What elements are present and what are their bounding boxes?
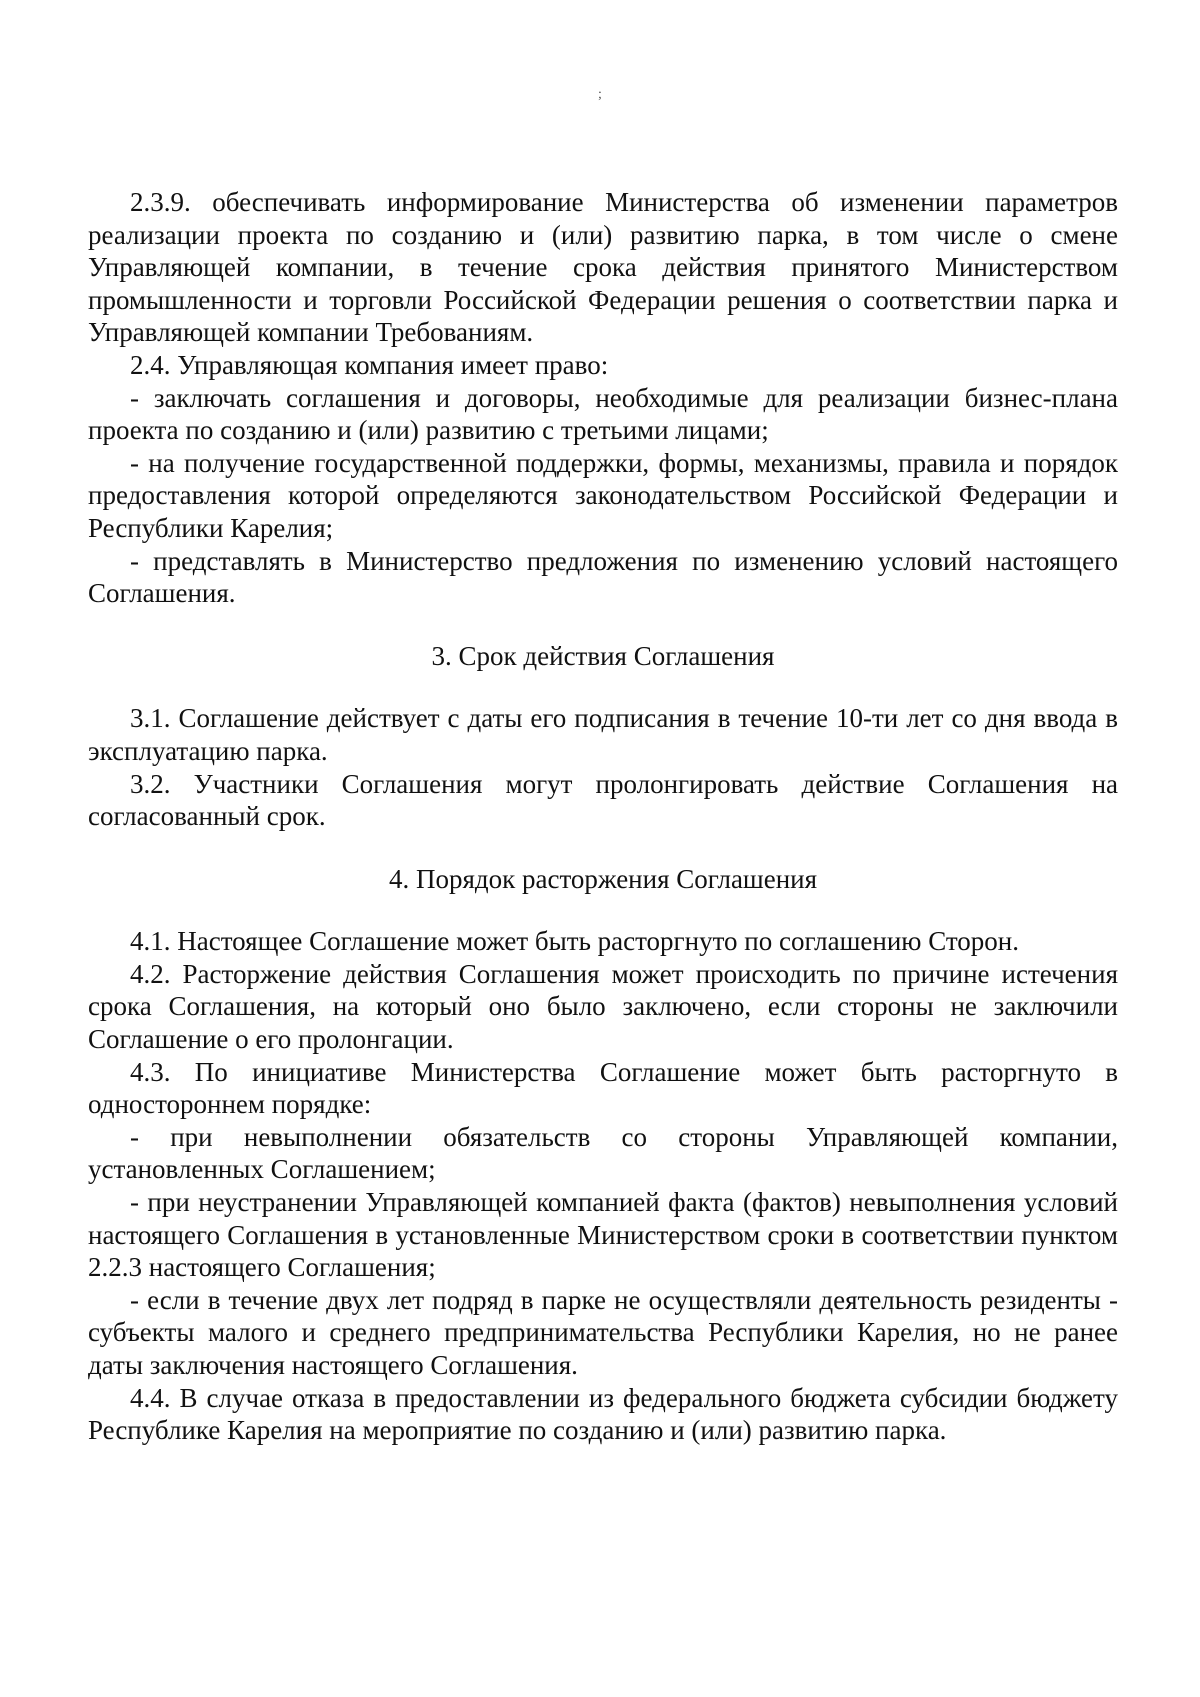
paragraph-4-3: 4.3. По инициативе Министерства Соглашение может быть расторгнуто в одностороннем порядке:: [88, 1056, 1118, 1120]
list-item-2-4-a: - заключать соглашения и договоры, необходимые для реализации бизнес-плана проекта по созданию и (или) развитию с третьими лицами;: [88, 382, 1118, 446]
list-item-2-4-b: - на получение государственной поддержки, формы, механизмы, правила и порядок предоставления которой определяются законодательством Российской Федерации и Республики Карелия;: [88, 447, 1118, 543]
list-item-2-4-c: - представлять в Министерство предложения по изменению условий настоящего Соглашения.: [88, 545, 1118, 609]
list-item-4-3-c: - если в течение двух лет подряд в парке не осуществляли деятельность резиденты - субъекты малого и среднего предпринимательства Республики Карелия, но не ранее даты заключения настоящего Соглашения.: [88, 1284, 1118, 1380]
section-heading-4: 4. Порядок расторжения Соглашения: [388, 863, 818, 894]
paragraph-4-2: 4.2. Расторжение действия Соглашения может происходить по причине истечения срока Соглашения, на который оно было заключено, если стороны не заключили Соглашение о его пролонгации.: [88, 958, 1118, 1055]
list-item-4-3-a: - при невыполнении обязательств со стороны Управляющей компании, установленных Соглашением;: [88, 1121, 1118, 1185]
paragraph-2-4: 2.4. Управляющая компания имеет право:: [130, 349, 609, 380]
page-mark: ;: [598, 87, 602, 102]
paragraph-2-3-9: 2.3.9. обеспечивать информирование Министерства об изменении параметров реализации проекта по созданию и (или) развитию парка, в том числе о смене Управляющей компании, в течение срока действия принятого Министерством промышленности и торговли Российской Федерации решения о соответствии парка и Управляющей компании Требованиям.: [88, 187, 1118, 348]
paragraph-4-1: 4.1. Настоящее Соглашение может быть расторгнуто по соглашению Сторон.: [130, 926, 1019, 957]
paragraph-3-2: 3.2. Участники Соглашения могут пролонгировать действие Соглашения на согласованный срок.: [88, 768, 1118, 832]
list-item-4-3-b: - при неустранении Управляющей компанией факта (фактов) невыполнения условий настоящего Соглашения в установленные Министерством сроки в соответствии пунктом 2.2.3 настоящего Соглашения;: [88, 1187, 1118, 1283]
document-body: [88, 186, 1118, 1447]
section-heading-3: 3. Срок действия Соглашения: [431, 640, 775, 671]
paragraph-4-4: 4.4. В случае отказа в предоставлении из федерального бюджета субсидии бюджету Республике Карелия на мероприятие по созданию и (или) развитию парка.: [88, 1382, 1118, 1446]
paragraph-3-1: 3.1. Соглашение действует с даты его подписания в течение 10-ти лет со дня ввода в эксплуатацию парка.: [88, 703, 1118, 766]
